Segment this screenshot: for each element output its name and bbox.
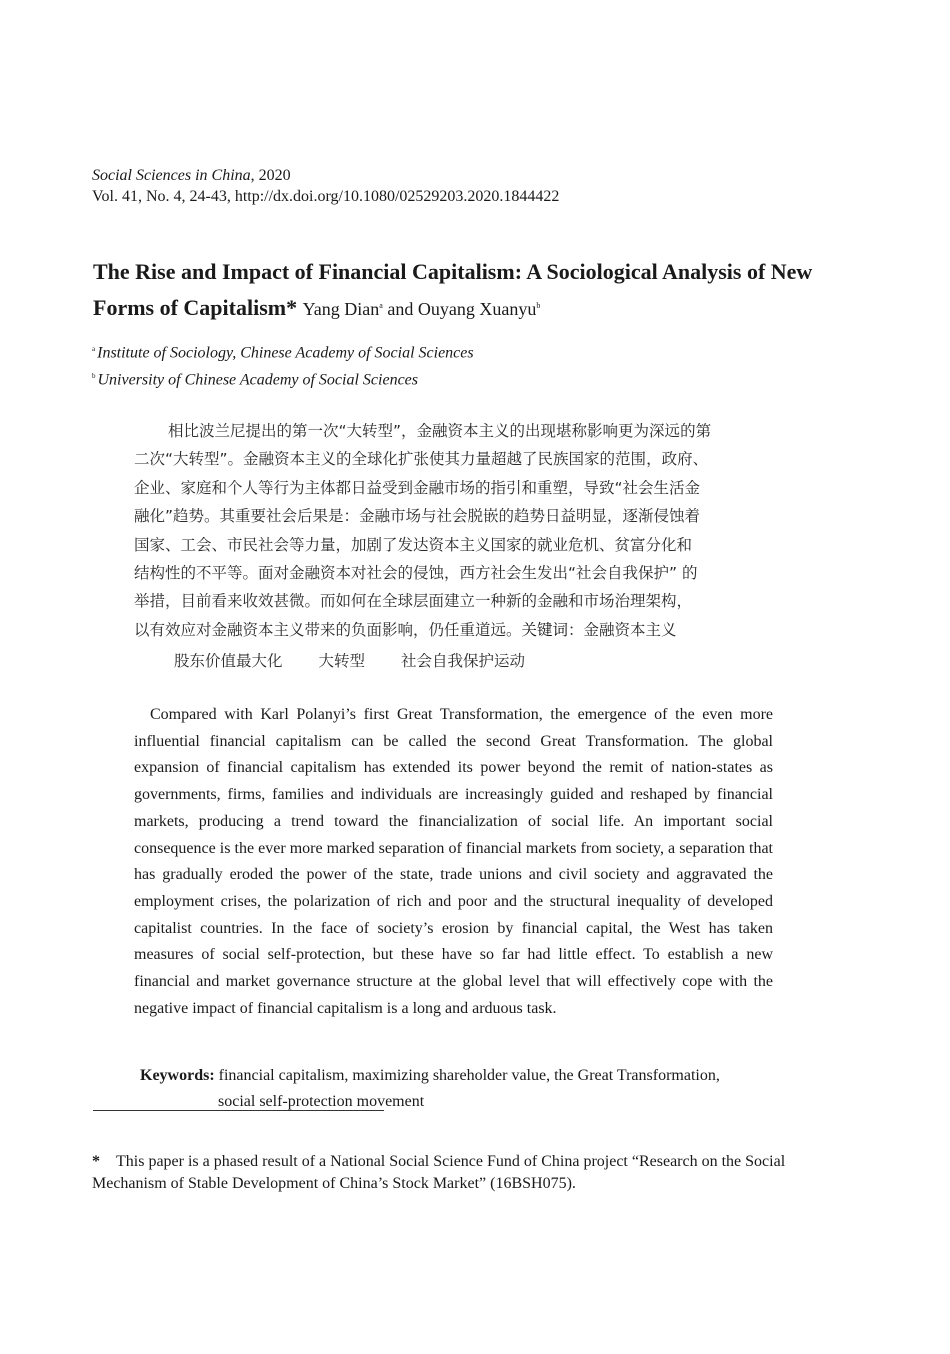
article-authors bbox=[303, 299, 541, 319]
affiliation-b-mark: b bbox=[92, 372, 96, 380]
cn-abstract-line: 结构性的不平等。面对金融资本对社会的侵蚀，西方社会生发出“社会自我保护” 的 bbox=[134, 564, 698, 583]
affiliation-b-text: University of Chinese Academy of Social Sciences bbox=[97, 371, 418, 389]
footnote-mark: * bbox=[92, 1153, 100, 1170]
english-abstract: Compared with Karl Polanyi’s first Great Transformation, the emergence of the even more influential financial capitalism can be called the second Great Transformation. The global expansion of financial capitalism has extended its power beyond the remit of nation-states as governments, firms, families and individuals are increasingly guided and reshaped by financial markets, producing a trend toward the financialization of social life. An important social consequence is the ever more marked separation of financial markets from society, a separation that has gradually eroded the power of the state, trade unions and civil society and aggravated the employment crises, the polarization of rich and poor and the structural inequality of developed capitalist countries. In the face of society’s erosion by financial capital, the West has taken measures of social self-protection, but these have so far had little effect. To establish a new financial and market governance structure at the global level that will effectively cope with the negative impact of financial capitalism is a long and arduous task. bbox=[134, 706, 773, 1017]
cn-keyword: 股东价值最大化 bbox=[174, 652, 283, 670]
affiliation-a-text: Institute of Sociology, Chinese Academy of Social Sciences bbox=[97, 344, 474, 362]
author-1: Yang Dian bbox=[302, 299, 380, 319]
affiliation-b bbox=[92, 366, 418, 390]
journal-line bbox=[92, 165, 559, 186]
journal-citation: Vol. 41, No. 4, 24-43, http://dx.doi.org/10.1080/02529203.2020.1844422 bbox=[92, 188, 560, 205]
cn-keyword: 金融资本主义 bbox=[583, 620, 677, 639]
cn-abstract-line: 以有效应对金融资本主义带来的负面影响，仍任重道远。 bbox=[134, 620, 522, 639]
cn-abstract-last-line bbox=[134, 616, 774, 644]
cn-abstract-line: 融化”趋势。其重要社会后果是：金融市场与社会脱嵌的趋势日益明显，逐渐侵蚀着 bbox=[134, 507, 701, 526]
cn-keyword: 大转型 bbox=[318, 652, 366, 670]
english-keywords bbox=[140, 1063, 780, 1115]
en-keywords-label: Keywords: bbox=[140, 1067, 215, 1084]
article-title: The Rise and Impact of Financial Capitalism: A Sociological Analysis of New Forms of Capitalism* bbox=[93, 259, 813, 320]
affiliation-a-mark: a bbox=[92, 345, 96, 353]
footnote-text: This paper is a phased result of a National Social Science Fund of China project “Research on the Social Mechanism of Stable Development of China’s Stock Market” (16BSH075). bbox=[92, 1153, 786, 1192]
affiliation-a bbox=[92, 339, 474, 363]
journal-name: Social Sciences in China bbox=[92, 167, 251, 184]
en-keywords-line1: financial capitalism, maximizing shareholder value, the Great Transformation, bbox=[214, 1067, 720, 1084]
cn-abstract-line: 举措，目前看来收效甚微。而如何在全球层面建立一种新的金融和市场治理架构， bbox=[134, 592, 693, 611]
article-title-block bbox=[93, 255, 828, 326]
journal-year: , 2020 bbox=[250, 167, 291, 184]
author-separator: and bbox=[382, 299, 418, 319]
cn-abstract-line: 国家、工会、市民社会等力量，加剧了发达资本主义国家的就业危机、贫富分化和 bbox=[134, 535, 693, 554]
cn-keywords-label: 关键词 bbox=[521, 620, 569, 639]
footnote bbox=[92, 1151, 820, 1195]
en-keywords-line2: social self-protection movement bbox=[218, 1093, 425, 1110]
author-2: Ouyang Xuanyu bbox=[417, 299, 537, 319]
cn-abstract-line: 相比波兰尼提出的第一次“大转型”，金融资本主义的出现堪称影响更为深远的第 bbox=[168, 422, 712, 440]
footnote-divider bbox=[93, 1110, 384, 1111]
cn-keywords-colon: ： bbox=[568, 620, 584, 639]
cn-abstract-line: 企业、家庭和个人等行为主体都日益受到金融市场的指引和重塑，导致“社会生活金 bbox=[134, 478, 701, 497]
cn-keywords-continued bbox=[174, 647, 561, 675]
author-2-affil-mark: b bbox=[536, 301, 541, 310]
journal-header bbox=[92, 165, 559, 207]
cn-keyword: 社会自我保护运动 bbox=[401, 652, 526, 670]
chinese-abstract bbox=[134, 417, 774, 644]
cn-abstract-line: 二次“大转型”。金融资本主义的全球化扩张使其力量超越了民族国家的范围，政府、 bbox=[134, 450, 709, 469]
author-1-affil-mark: a bbox=[379, 301, 383, 310]
